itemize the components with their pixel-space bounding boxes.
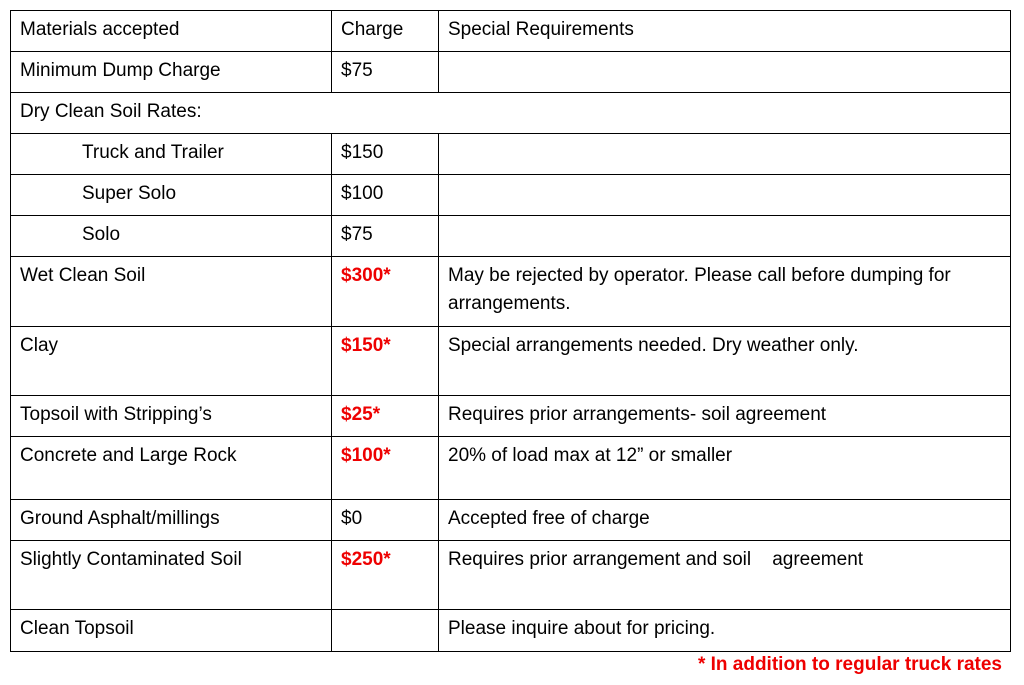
requirements-cell: Requires prior arrangement and soil agreement <box>439 541 1011 610</box>
charge-cell: $75 <box>332 216 439 257</box>
table-row <box>11 541 1011 610</box>
header-row <box>11 11 1011 52</box>
material-cell: Slightly Contaminated Soil <box>11 541 332 610</box>
charge-cell: $75 <box>332 52 439 93</box>
table-row <box>11 327 1011 396</box>
footnote: * In addition to regular truck rates <box>697 654 1002 675</box>
requirements-cell <box>439 216 1011 257</box>
requirements-cell: Please inquire about for pricing. <box>439 610 1011 652</box>
table-row <box>11 500 1011 541</box>
requirements-cell: May be rejected by operator. Please call before dumping for arrangements. <box>439 257 1011 327</box>
charge-cell: $300* <box>332 257 439 327</box>
header-materials: Materials accepted <box>11 11 332 52</box>
requirements-cell: Accepted free of charge <box>439 500 1011 541</box>
material-cell: Solo <box>11 216 332 257</box>
header-requirements: Special Requirements <box>439 11 1011 52</box>
table-row <box>11 610 1011 652</box>
requirements-cell: Special arrangements needed. Dry weather only. <box>439 327 1011 396</box>
material-cell: Clay <box>11 327 332 396</box>
material-cell: Topsoil with Stripping’s <box>11 396 332 437</box>
material-cell: Clean Topsoil <box>11 610 332 652</box>
requirements-cell: 20% of load max at 12” or smaller <box>439 437 1011 500</box>
rates-table <box>10 10 1011 652</box>
section-label: Dry Clean Soil Rates: <box>11 93 1011 134</box>
table-row <box>11 437 1011 500</box>
table-row <box>11 257 1011 327</box>
table-row <box>11 396 1011 437</box>
table-row <box>11 134 1011 175</box>
table-row <box>11 52 1011 93</box>
material-cell: Ground Asphalt/millings <box>11 500 332 541</box>
charge-cell: $100 <box>332 175 439 216</box>
requirements-cell <box>439 134 1011 175</box>
charge-cell: $150* <box>332 327 439 396</box>
section-row-dry-clean-soil <box>11 93 1011 134</box>
material-cell: Wet Clean Soil <box>11 257 332 327</box>
charge-cell: $25* <box>332 396 439 437</box>
requirements-cell <box>439 52 1011 93</box>
table-row <box>11 216 1011 257</box>
table-row <box>11 175 1011 216</box>
material-cell: Minimum Dump Charge <box>11 52 332 93</box>
material-cell: Truck and Trailer <box>11 134 332 175</box>
charge-cell: $100* <box>332 437 439 500</box>
material-cell: Concrete and Large Rock <box>11 437 332 500</box>
material-cell: Super Solo <box>11 175 332 216</box>
requirements-cell <box>439 175 1011 216</box>
charge-cell <box>332 610 439 652</box>
charge-cell: $0 <box>332 500 439 541</box>
requirements-cell: Requires prior arrangements- soil agreement <box>439 396 1011 437</box>
header-charge: Charge <box>332 11 439 52</box>
charge-cell: $250* <box>332 541 439 610</box>
charge-cell: $150 <box>332 134 439 175</box>
